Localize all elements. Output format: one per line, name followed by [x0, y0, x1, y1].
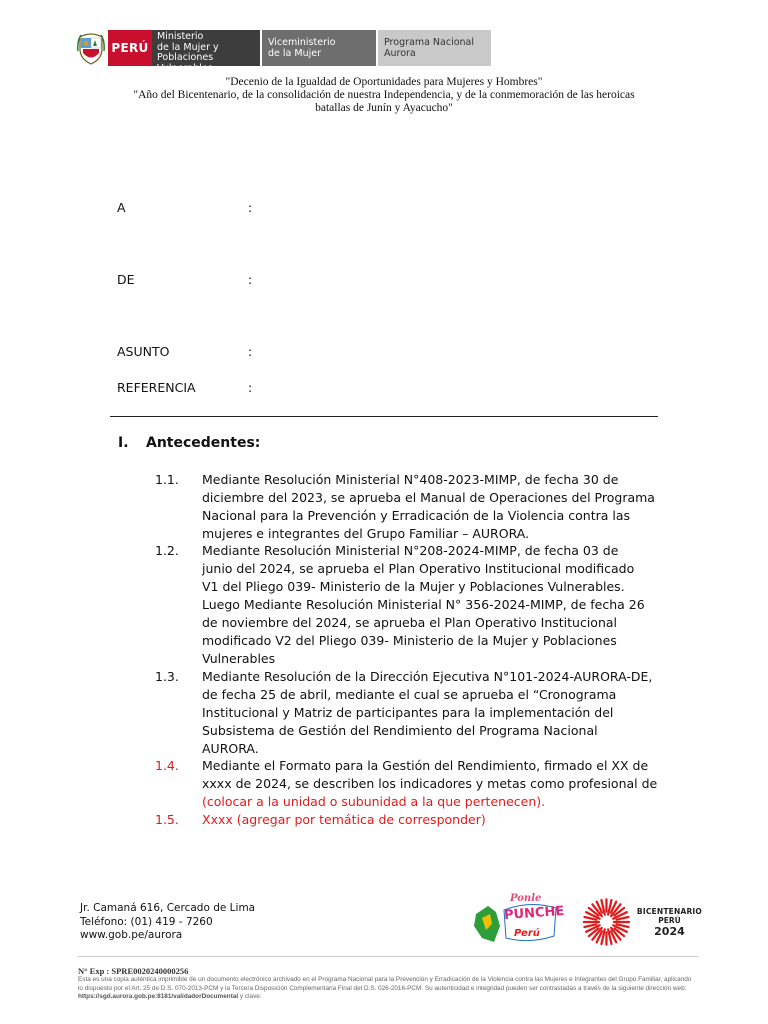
ministry-line-3: Poblaciones Vulnerables [157, 52, 214, 74]
validation-link[interactable]: https://sgd.aurora.gob.pe:8181/validadorDocumental [78, 993, 239, 1001]
item-line: Institucional y Matriz de participantes para la implementación del [202, 705, 614, 720]
item-number: 1.2. [155, 543, 179, 558]
header-divider [110, 416, 658, 417]
reference-label: REFERENCIA [117, 380, 196, 395]
item-line: mujeres e integrantes del Grupo Familiar – AURORA. [202, 526, 530, 541]
item-line: Nacional para la Prevención y Erradicación de la Violencia contra las [202, 508, 631, 523]
ponle-word: Ponle [510, 893, 542, 904]
footer-street: Jr. Camaná 616, Cercado de Lima [80, 902, 256, 914]
footer-phone: Teléfono: (01) 419 - 7260 [80, 915, 213, 928]
decenio-line-3: batallas de Junín y Ayacucho" [315, 102, 453, 114]
peru-label: PERÚ [108, 30, 152, 66]
coat-of-arms-icon [76, 30, 106, 66]
vice-line-1: Viceministerio [268, 37, 336, 48]
item-number: 1.5. [155, 812, 179, 827]
viceministry-label [262, 30, 376, 66]
from-label: DE [117, 272, 135, 287]
item-line: Mediante Resolución Ministerial N°408-2023-MIMP, de fecha 30 de [202, 472, 619, 487]
placeholder-note: (colocar a la unidad o subunidad a la que pertenecen). [202, 794, 546, 809]
program-line-1: Programa Nacional [384, 37, 475, 48]
list-item [202, 542, 658, 668]
subject-label: ASUNTO [117, 344, 170, 359]
item-line: junio del 2024, se aprueba el Plan Operativo Institucional modificado [202, 561, 635, 576]
item-line: de fecha 25 de abril, mediante el cual se aprueba el “Cronograma [202, 687, 617, 702]
item-line: Mediante Resolución Ministerial N°208-2024-MIMP, de fecha 03 de [202, 543, 619, 558]
footer-website: www.gob.pe/aurora [80, 929, 183, 941]
footer-divider [78, 956, 698, 957]
ponle-punche-logo [470, 892, 565, 950]
item-number: 1.4. [155, 758, 179, 773]
decenio-heading [80, 76, 688, 115]
legal-line-3b: y clave: [238, 993, 262, 1001]
legal-notice [78, 976, 698, 1002]
item-line: Mediante el Formato para la Gestión del Rendimiento, firmado el XX de [202, 758, 649, 773]
to-label: A [117, 200, 126, 215]
legal-line-2: Familiar, aplicando lo dispuesto por el Art. 25 de D.S. 070-2013-PCM y la Tercera Disposición Complementaria Final del D.S. 026-2016-PCM. Su autenticidad e integridad pueden ser contrastadas a [78, 976, 692, 992]
decenio-line-2: "Año del Bicentenario, de la consolidación de nuestra Independencia, y de la conmemoración de las heroicas [133, 89, 635, 101]
ministry-line-1: Ministerio [157, 31, 204, 42]
ministry-label [152, 30, 260, 74]
item-line: diciembre del 2023, se aprueba el Manual de Operaciones del Programa [202, 490, 655, 505]
program-label [378, 30, 491, 66]
footer-address [80, 902, 255, 943]
item-line: Mediante Resolución de la Dirección Ejecutiva N°101-2024-AURORA-DE, [202, 669, 653, 684]
item-line: Vulnerables [202, 651, 276, 666]
item-line: AURORA. [202, 741, 259, 756]
item-line: modificado V2 del Pliego 039- Ministerio de la Mujer y Poblaciones [202, 633, 617, 648]
peru-word: Perú [514, 928, 540, 939]
punche-word: PUNCHE [503, 903, 565, 924]
to-colon: : [248, 200, 253, 215]
program-line-2: Aurora [384, 48, 416, 59]
from-colon: : [248, 272, 253, 287]
item-line: Luego Mediante Resolución Ministerial N° 356-2024-MIMP, de fecha 26 [202, 597, 645, 612]
bicentenario-peru: PERÚ [658, 915, 681, 925]
section-number: I. [118, 435, 129, 451]
list-item [202, 471, 658, 543]
bicentenario-word: BICENTENARIO [636, 906, 702, 916]
institutional-header [76, 30, 491, 74]
subject-colon: : [248, 344, 253, 359]
vice-line-2: de la Mujer [268, 48, 321, 59]
reference-colon: : [248, 380, 253, 395]
placeholder-note: Xxxx (agregar por temática de corresponder) [202, 812, 486, 827]
sun-burst-icon [582, 896, 631, 948]
list-item [202, 757, 658, 811]
decenio-line-1: "Decenio de la Igualdad de Oportunidades para Mujeres y Hombres" [225, 76, 543, 88]
bicentenario-year: 2024 [654, 924, 685, 938]
item-number: 1.3. [155, 669, 179, 684]
bicentenario-logo [582, 896, 702, 948]
item-line: Subsistema de Gestión del Rendimiento del Programa Nacional [202, 723, 598, 738]
item-line: de noviembre del 2024, se aprueba el Plan Operativo Institucional [202, 615, 618, 630]
item-number: 1.1. [155, 472, 179, 487]
legal-line-3a: través de la siguiente dirección web: [583, 984, 687, 992]
section-title: Antecedentes: [146, 435, 261, 451]
item-line: xxxx de 2024, se describen los indicadores y metas como profesional de [202, 776, 658, 791]
ministry-line-2: de la Mujer y [157, 41, 219, 53]
legal-line-1: Esta es una copia auténtica imprimible de un documento electrónico archivado en el Programa Nacional para la Prevención y Erradicación de la Violencia contra las Mujeres e Integrantes del Grupo [78, 976, 637, 983]
list-item [202, 668, 658, 758]
expediente-number: N° Exp : SPRE0020240000256 [78, 966, 189, 976]
item-line: V1 del Pliego 039- Ministerio de la Mujer y Poblaciones Vulnerables. [202, 579, 625, 594]
